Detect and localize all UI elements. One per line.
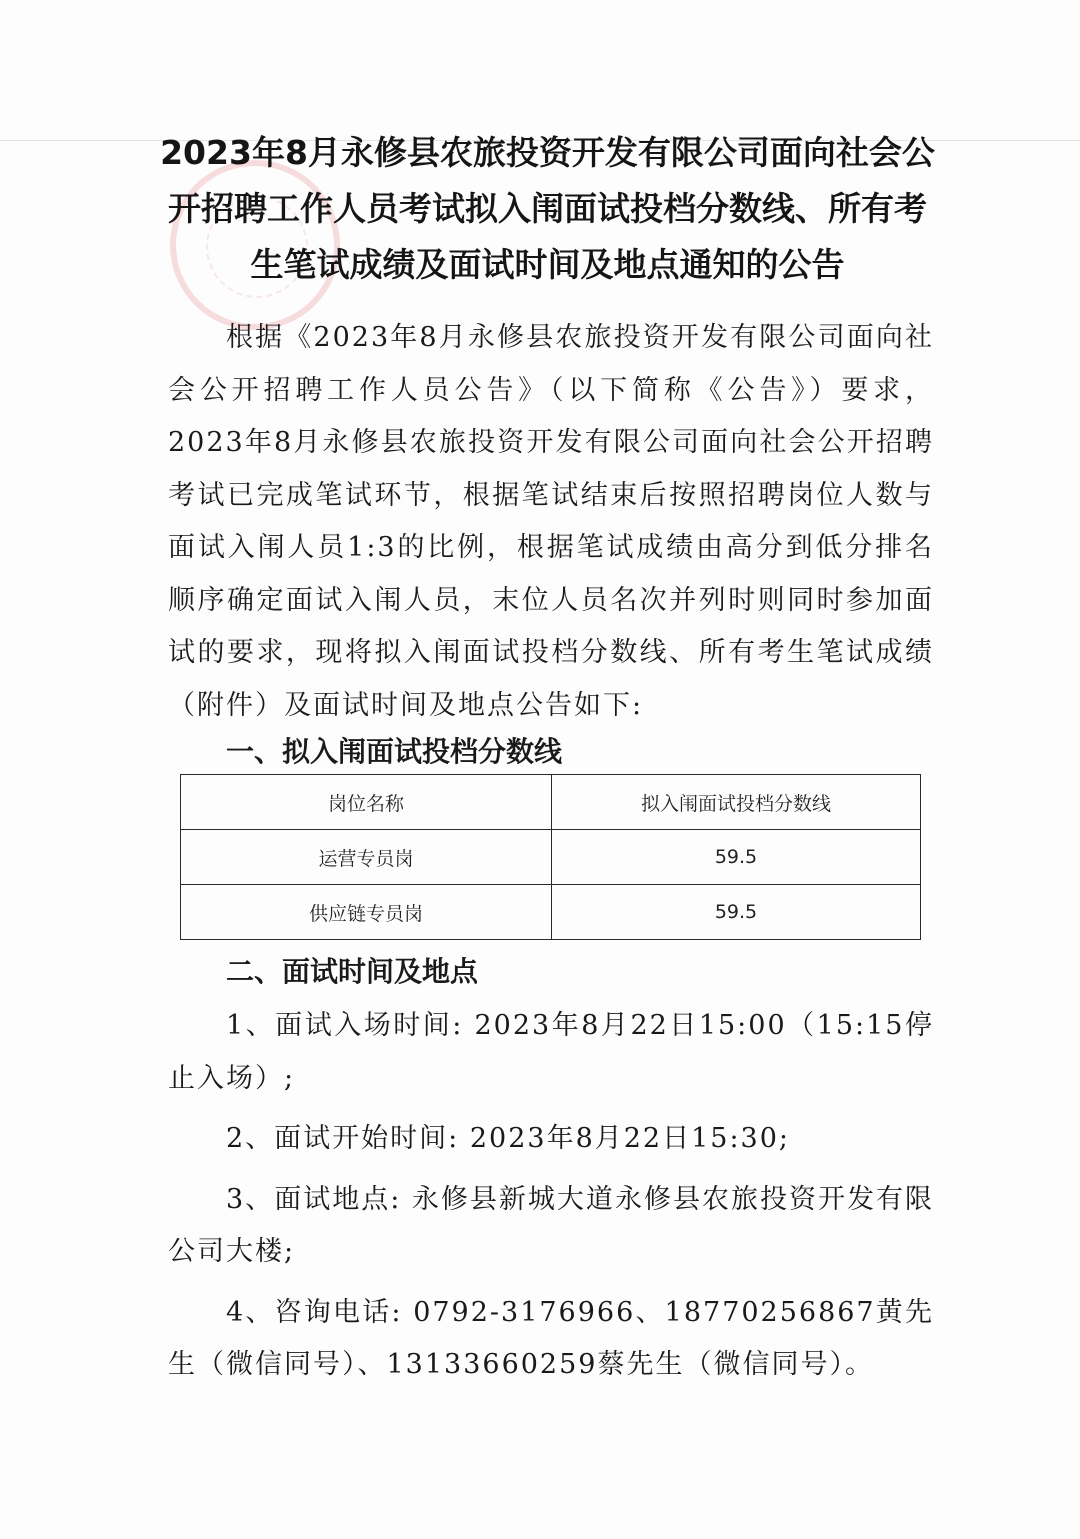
- list-item-start-time: 2、面试开始时间: 2023年8月22日15:30;: [226, 1123, 791, 1154]
- table-cell-position: 运营专员岗: [181, 830, 552, 885]
- table-header-position: 岗位名称: [181, 775, 552, 830]
- table-row: [181, 830, 921, 885]
- section-1-heading: 一、拟入闱面试投档分数线: [226, 735, 563, 768]
- list-item-location: 3、面试地点: 永修县新城大道永修县农旅投资开发有限公司大楼;: [168, 1183, 934, 1267]
- table-cell-score: 59.5: [552, 885, 921, 940]
- intro-paragraph: 根据《2023年8月永修县农旅投资开发有限公司面向社会公开招聘工作人员公告》（以下简称《公告》）要求，2023年8月永修县农旅投资开发有限公司面向社会公开招聘考试已完成笔试环节，根据笔试结束后按照招聘岗位人数与面试入闱人员1:3的比例，根据笔试成绩由高分到低分排名顺序确定面试入闱人员，末位人员名次并列时则同时参加面试的要求，现将拟入闱面试投档分数线、所有考生笔试成绩（附件）及面试时间及地点公告如下:: [168, 322, 934, 721]
- table-header-score: 拟入闱面试投档分数线: [552, 775, 921, 830]
- document-title: 2023年8月永修县农旅投资开发有限公司面向社会公开招聘工作人员考试拟入闱面试投档分数线、所有考生笔试成绩及面试时间及地点通知的公告: [160, 133, 935, 285]
- section-2-heading: 二、面试时间及地点: [226, 955, 479, 988]
- score-line-table: [180, 774, 921, 940]
- list-item-contact-phone: 4、咨询电话: 0792-3176966、18770256867黄先生（微信同号）、13133660259蔡先生（微信同号）。: [168, 1296, 934, 1380]
- table-cell-score: 59.5: [552, 830, 921, 885]
- table-header-row: [181, 775, 921, 830]
- interview-info-list: [168, 1000, 934, 1400]
- list-item-entry-time: 1、面试入场时间: 2023年8月22日15:00（15:15停止入场）;: [168, 1010, 934, 1094]
- table-row: [181, 885, 921, 940]
- table-cell-position: 供应链专员岗: [181, 885, 552, 940]
